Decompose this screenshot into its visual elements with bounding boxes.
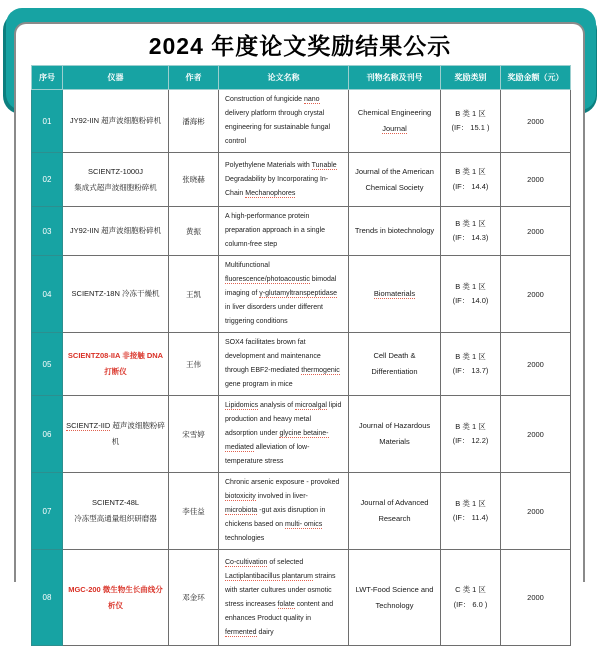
cell-paper-title: Co-cultivation of selected Lactiplantibacillus plantarum strains with starter cultures under osmotic stress increases folate content and enhances Product quality in fermented dairy	[219, 550, 349, 646]
cell-award-category: B 类 1 区 (IF： 14.4)	[441, 153, 501, 207]
cell-journal: Chemical Engineering Journal	[349, 90, 441, 153]
cell-award-amount: 2000	[501, 256, 571, 333]
table-row	[32, 550, 571, 646]
cell-serial: 06	[32, 396, 63, 473]
table-header	[32, 66, 571, 90]
cell-journal: Journal of the American Chemical Society	[349, 153, 441, 207]
cell-instrument: SCIENTZ-1000J 集成式超声波细胞粉碎机	[63, 153, 169, 207]
table-row	[32, 207, 571, 256]
cell-serial: 03	[32, 207, 63, 256]
cell-award-category: B 类 1 区 (IF： 14.3)	[441, 207, 501, 256]
cell-instrument: JY92-IIN 超声波细胞粉碎机	[63, 207, 169, 256]
cell-author: 宋雪婷	[169, 396, 219, 473]
cell-instrument: SCIENTZ-IID 超声波细胞粉碎机	[63, 396, 169, 473]
header-instrument: 仪器	[63, 66, 169, 90]
header-serial: 序号	[32, 66, 63, 90]
cell-award-amount: 2000	[501, 153, 571, 207]
table-body	[32, 90, 571, 646]
cell-paper-title: A high-performance protein preparation approach in a single column-free step	[219, 207, 349, 256]
cell-award-category: B 类 1 区 (IF： 14.0)	[441, 256, 501, 333]
table-row	[32, 333, 571, 396]
cell-award-category: B 类 1 区 (IF： 13.7)	[441, 333, 501, 396]
cell-instrument: JY92-IIN 超声波细胞粉碎机	[63, 90, 169, 153]
cell-author: 潘海彬	[169, 90, 219, 153]
header-row	[32, 66, 571, 90]
cell-author: 李佳益	[169, 473, 219, 550]
cell-author: 王伟	[169, 333, 219, 396]
cell-instrument: MGC-200 微生物生长曲线分析仪	[63, 550, 169, 646]
table-row	[32, 90, 571, 153]
cell-author: 黄振	[169, 207, 219, 256]
page-title: 2024 年度论文奖励结果公示	[148, 33, 452, 59]
cell-author: 张晓赫	[169, 153, 219, 207]
cell-award-amount: 2000	[501, 396, 571, 473]
cell-award-category: B 类 1 区 (IF： 15.1 )	[441, 90, 501, 153]
header-author: 作者	[169, 66, 219, 90]
cell-paper-title: Chronic arsenic exposure - provoked biotoxicity involved in liver- microbiota -gut axis disruption in chickens based on multi- omics technologies	[219, 473, 349, 550]
header-journal: 刊物名称及刊号	[349, 66, 441, 90]
cell-award-amount: 2000	[501, 90, 571, 153]
cell-journal: Journal of Advanced Research	[349, 473, 441, 550]
cell-serial: 08	[32, 550, 63, 646]
cell-serial: 07	[32, 473, 63, 550]
cell-paper-title: Polyethylene Materials with Tunable Degradability by Incorporating In-Chain Mechanophores	[219, 153, 349, 207]
table-row	[32, 256, 571, 333]
table-row	[32, 473, 571, 550]
cell-serial: 02	[32, 153, 63, 207]
header-award-category: 奖励类别	[441, 66, 501, 90]
cell-serial: 01	[32, 90, 63, 153]
cell-author: 王凯	[169, 256, 219, 333]
cell-journal: Trends in biotechnology	[349, 207, 441, 256]
award-table	[31, 65, 571, 646]
cell-journal: LWT-Food Science and Technology	[349, 550, 441, 646]
cell-award-category: B 类 1 区 (IF： 12.2)	[441, 396, 501, 473]
cell-paper-title: Construction of fungicide nano delivery platform through crystal engineering for sustainable fungal control	[219, 90, 349, 153]
cell-serial: 04	[32, 256, 63, 333]
cell-journal: Cell Death & Differentiation	[349, 333, 441, 396]
cell-author: 邓金环	[169, 550, 219, 646]
cell-serial: 05	[32, 333, 63, 396]
cell-instrument: SCIENTZ-48L 冷冻型高通量组织研磨器	[63, 473, 169, 550]
cell-award-amount: 2000	[501, 550, 571, 646]
cell-award-amount: 2000	[501, 473, 571, 550]
cell-award-amount: 2000	[501, 207, 571, 256]
cell-paper-title: Lipidomics analysis of microalgal lipid production and heavy metal adsorption under glycine betaine-mediated alleviation of low-temperature stress	[219, 396, 349, 473]
cell-journal: Journal of Hazardous Materials	[349, 396, 441, 473]
table-row	[32, 153, 571, 207]
cell-paper-title: SOX4 facilitates brown fat development and maintenance through EBF2-mediated thermogenic gene program in mice	[219, 333, 349, 396]
table-row	[32, 396, 571, 473]
cell-award-category: B 类 1 区 (IF： 11.4)	[441, 473, 501, 550]
header-award-amount: 奖励金额（元）	[501, 66, 571, 90]
cell-journal: Biomaterials	[349, 256, 441, 333]
header-paper-title: 论文名称	[219, 66, 349, 90]
cell-award-category: C 类 1 区 (IF： 6.0 )	[441, 550, 501, 646]
cell-instrument: SCIENTZ08-IIA 非接触 DNA 打断仪	[63, 333, 169, 396]
cell-instrument: SCIENTZ-18N 冷冻干燥机	[63, 256, 169, 333]
cell-award-amount: 2000	[501, 333, 571, 396]
cell-paper-title: Multifunctional fluorescence/photoacoustic bimodal imaging of γ-glutamyltranspeptidase in liver disorders under different triggering conditions	[219, 256, 349, 333]
